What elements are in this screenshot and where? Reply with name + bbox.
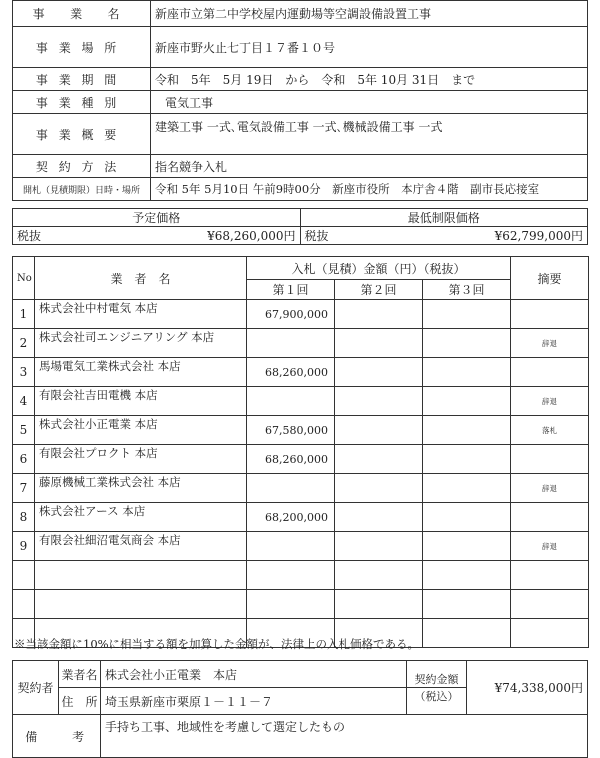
row-round3 <box>423 445 511 474</box>
row-round3 <box>423 416 511 445</box>
row-remark <box>511 358 589 387</box>
company-label: 業者名 <box>59 661 101 688</box>
row-bidder: 株式会社小正電業 本店 <box>35 416 247 445</box>
row-no <box>13 590 35 619</box>
row-round3 <box>423 503 511 532</box>
row-round3 <box>423 358 511 387</box>
row-remark: 落札 <box>511 416 589 445</box>
planned-price-cell <box>13 227 301 245</box>
project-outline: 建築工事 一式､電気設備工事 一式､機械設備工事 一式 <box>151 114 588 155</box>
table-row <box>13 474 589 503</box>
row-round2 <box>335 416 423 445</box>
contract-table <box>12 660 588 758</box>
row-no: 4 <box>13 387 35 416</box>
row-round2 <box>335 474 423 503</box>
table-row <box>13 329 589 358</box>
row-round2 <box>335 503 423 532</box>
row-round1: 68,260,000 <box>247 445 335 474</box>
project-outline-label: 事業概要 <box>13 114 151 155</box>
row-round3 <box>423 532 511 561</box>
tax-incl-label: （税込） <box>407 688 467 715</box>
table-row <box>13 503 589 532</box>
project-location-label: 事業場所 <box>13 27 151 68</box>
row-round3 <box>423 329 511 358</box>
planned-tax-label: 税抜 <box>17 229 42 243</box>
empty-row <box>13 561 589 590</box>
project-name: 新座市立第二中学校屋内運動場等空調設備設置工事 <box>151 1 588 27</box>
row-round3 <box>423 561 511 590</box>
row-round3 <box>423 474 511 503</box>
row-round1 <box>247 387 335 416</box>
row-round2 <box>335 561 423 590</box>
row-no: 5 <box>13 416 35 445</box>
row-no: 8 <box>13 503 35 532</box>
row-no: 1 <box>13 300 35 329</box>
price-table <box>12 208 588 245</box>
row-remark <box>511 300 589 329</box>
row-round1 <box>247 590 335 619</box>
contract-method: 指名競争入札 <box>151 155 588 178</box>
table-row <box>13 300 589 329</box>
opening-label: 開札（見積期限）日時・場所 <box>13 178 151 201</box>
row-round1 <box>247 474 335 503</box>
project-period-label: 事業期間 <box>13 68 151 91</box>
minimum-price-value: ¥62,799,000円 <box>494 229 583 243</box>
row-round2 <box>335 445 423 474</box>
row-no: 6 <box>13 445 35 474</box>
contract-method-label: 契約方法 <box>13 155 151 178</box>
empty-row <box>13 590 589 619</box>
project-period: 令和 5年 5月 19日 から 令和 5年 10月 31日 まで <box>151 68 588 91</box>
row-remark: 辞退 <box>511 474 589 503</box>
row-bidder <box>35 561 247 590</box>
contractor-label: 契約者 <box>13 661 59 715</box>
contract-amount-label: 契約金額 <box>407 661 467 688</box>
row-bidder: 株式会社中村電気 本店 <box>35 300 247 329</box>
row-round3 <box>423 590 511 619</box>
address-label: 住 所 <box>59 688 101 715</box>
row-bidder: 有限会社細沼電気商会 本店 <box>35 532 247 561</box>
contract-address: 埼玉県新座市栗原１－１１－７ <box>101 688 407 715</box>
row-round3 <box>423 619 511 648</box>
table-row <box>13 416 589 445</box>
row-bidder: 馬場電気工業株式会社 本店 <box>35 358 247 387</box>
row-remark <box>511 590 589 619</box>
contract-company: 株式会社小正電業 本店 <box>101 661 407 688</box>
project-name-label: 事 業 名 <box>13 1 151 27</box>
minimum-tax-label: 税抜 <box>304 229 329 243</box>
row-round1: 68,200,000 <box>247 503 335 532</box>
row-round2 <box>335 387 423 416</box>
row-round1: 68,260,000 <box>247 358 335 387</box>
col-round1: 第１回 <box>247 280 335 300</box>
row-remark: 辞退 <box>511 532 589 561</box>
opening-info: 令和 5年 5月10日 午前9時00分 新座市役所 本庁舎４階 副市長応接室 <box>151 178 588 201</box>
row-bidder: 有限会社プロクト 本店 <box>35 445 247 474</box>
row-remark <box>511 619 589 648</box>
row-no: 3 <box>13 358 35 387</box>
row-round2 <box>335 532 423 561</box>
planned-price-value: ¥68,260,000円 <box>207 229 296 243</box>
table-row <box>13 387 589 416</box>
project-type: 電気工事 <box>151 91 588 114</box>
minimum-price-label: 最低制限価格 <box>300 209 588 227</box>
table-row <box>13 358 589 387</box>
row-bidder: 藤原機械工業株式会社 本店 <box>35 474 247 503</box>
row-remark <box>511 561 589 590</box>
row-round1 <box>247 532 335 561</box>
row-no <box>13 561 35 590</box>
col-bidder: 業 者 名 <box>35 257 247 300</box>
table-row <box>13 445 589 474</box>
tax-note: ※当該金額に10%に相当する額を加算した金額が、法律上の入札価格である。 <box>14 637 420 651</box>
row-bidder: 株式会社司エンジニアリング 本店 <box>35 329 247 358</box>
row-round1: 67,580,000 <box>247 416 335 445</box>
remarks-label: 備 考 <box>13 715 101 758</box>
row-no: 9 <box>13 532 35 561</box>
row-round1: 67,900,000 <box>247 300 335 329</box>
contract-remarks: 手持ち工事、地域性を考慮して選定したもの <box>101 715 588 758</box>
row-no: 7 <box>13 474 35 503</box>
row-round1 <box>247 329 335 358</box>
row-round1 <box>247 561 335 590</box>
planned-price-label: 予定価格 <box>13 209 301 227</box>
row-round2 <box>335 358 423 387</box>
contract-amount: ¥74,338,000円 <box>467 661 588 715</box>
col-round3: 第３回 <box>423 280 511 300</box>
row-bidder <box>35 590 247 619</box>
row-remark: 辞退 <box>511 329 589 358</box>
bids-table <box>12 256 589 648</box>
row-round2 <box>335 329 423 358</box>
row-remark: 辞退 <box>511 387 589 416</box>
row-no: 2 <box>13 329 35 358</box>
row-bidder: 有限会社吉田電機 本店 <box>35 387 247 416</box>
row-round3 <box>423 300 511 329</box>
row-round2 <box>335 300 423 329</box>
project-type-label: 事業種別 <box>13 91 151 114</box>
col-remarks: 摘要 <box>511 257 589 300</box>
row-round3 <box>423 387 511 416</box>
col-round2: 第２回 <box>335 280 423 300</box>
row-remark <box>511 445 589 474</box>
project-info-table <box>12 0 588 201</box>
table-row <box>13 532 589 561</box>
row-remark <box>511 503 589 532</box>
minimum-price-cell <box>300 227 588 245</box>
col-amount: 入札（見積）金額（円）（税抜） <box>247 257 511 280</box>
row-bidder: 株式会社アース 本店 <box>35 503 247 532</box>
project-location: 新座市野火止七丁目１７番１０号 <box>151 27 588 68</box>
col-no: No <box>13 257 35 300</box>
row-round2 <box>335 590 423 619</box>
